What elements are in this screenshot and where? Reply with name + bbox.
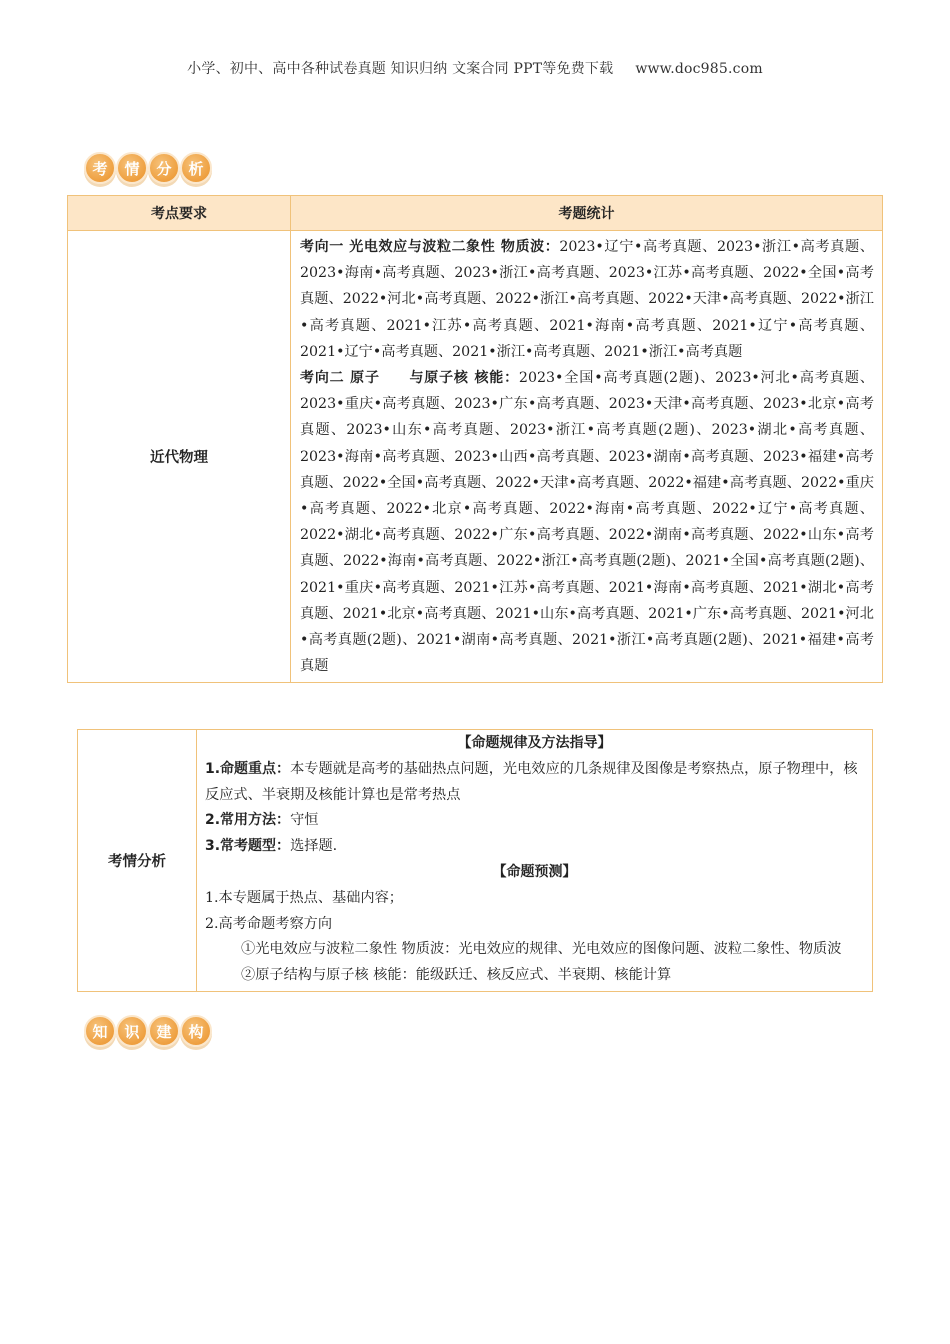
prediction-1: 1.本专题属于热点、基础内容； bbox=[205, 889, 403, 906]
direction-1-content: 2023•辽宁•高考真题、2023•浙江•高考真题、2023•海南•高考真题、2023•浙江•高考真题、2023•江苏•高考真题、2022•全国•高考真题、2022•河北•高考真题、2022•浙江•高考真题、2022•天津•高考真题、2022•浙江•高考真题、2021•江苏•高考真题、2021•海南•高考真题、2021•辽宁•高考真题、2021•辽宁•高考真题、2021•浙江•高考真题、2021•浙江•高考真题 bbox=[300, 239, 874, 360]
row-label-modern-physics: 近代物理 bbox=[68, 231, 291, 683]
item-method-label: 2.常用方法： bbox=[205, 812, 291, 829]
header-url[interactable]: www.doc985.com bbox=[635, 61, 763, 77]
item-type bbox=[205, 834, 864, 860]
page-header bbox=[0, 58, 950, 78]
item-method bbox=[205, 808, 864, 834]
row-label-analysis: 考情分析 bbox=[78, 730, 197, 992]
badge-char: 情 bbox=[116, 152, 148, 184]
badge-char: 知 bbox=[84, 1015, 116, 1047]
badge-char: 析 bbox=[180, 152, 212, 184]
analysis-table bbox=[77, 729, 873, 992]
section-badge-analysis bbox=[84, 152, 212, 188]
direction-2-title: 考向二 原子 与原子核 核能： bbox=[300, 370, 519, 387]
analysis-cell bbox=[197, 730, 873, 992]
prediction-2: 2.高考命题考察方向 bbox=[205, 915, 333, 932]
col-header-requirement: 考点要求 bbox=[68, 196, 291, 231]
exam-stats-table bbox=[67, 195, 883, 683]
item-focus bbox=[205, 757, 864, 809]
item-method-text: 守恒 bbox=[290, 812, 319, 829]
badge-char: 分 bbox=[148, 152, 180, 184]
direction-1 bbox=[300, 234, 874, 365]
item-focus-text: 本专题就是高考的基础热点问题，光电效应的几条规律及图像是考察热点，原子物理中，核反应式、半衰期及核能计算也是常考热点 bbox=[205, 760, 858, 803]
item-type-text: 选择题. bbox=[290, 838, 338, 855]
statistics-cell bbox=[291, 231, 883, 683]
prediction-2a: ①光电效应与波粒二象性 物质波：光电效应的规律、光电效应的图像问题、波粒二象性、物质波 bbox=[241, 941, 842, 958]
section-title-guidance: 【命题规律及方法指导】 bbox=[457, 735, 612, 751]
col-header-statistics: 考题统计 bbox=[291, 196, 883, 231]
item-type-label: 3.常考题型： bbox=[205, 838, 291, 855]
badge-char: 建 bbox=[148, 1015, 180, 1047]
section-title-prediction: 【命题预测】 bbox=[492, 863, 577, 880]
direction-1-title: 考向一 光电效应与波粒二象性 物质波： bbox=[300, 239, 560, 255]
badge-char: 考 bbox=[84, 152, 116, 184]
section-badge-knowledge bbox=[84, 1015, 212, 1051]
badge-char: 识 bbox=[116, 1015, 148, 1047]
item-focus-label: 1.命题重点： bbox=[205, 760, 291, 777]
prediction-2b: ②原子结构与原子核 核能：能级跃迁、核反应式、半衰期、核能计算 bbox=[241, 967, 672, 984]
direction-2 bbox=[300, 365, 874, 679]
header-text: 小学、初中、高中各种试卷真题 知识归纳 文案合同 PPT等免费下载 bbox=[187, 61, 614, 77]
direction-2-content: 2023•全国•高考真题(2题)、2023•河北•高考真题、2023•重庆•高考真题、2023•广东•高考真题、2023•天津•高考真题、2023•北京•高考真题、2023•山东•高考真题、2023•浙江•高考真题(2题)、2023•湖北•高考真题、2023•海南•高考真题、2023•山西•高考真题、2023•湖南•高考真题、2023•福建•高考真题、2022•全国•高考真题、2022•天津•高考真题、2022•福建•高考真题、2022•重庆•高考真题、2022•北京•高考真题、2022•海南•高考真题、2022•辽宁•高考真题、2022•湖北•高考真题、2022•广东•高考真题、2022•湖南•高考真题、2022•山东•高考真题、2022•海南•高考真题、2022•浙江•高考真题(2题)、2021•全国•高考真题(2题)、2021•重庆•高考真题、2021•江苏•高考真题、2021•海南•高考真题、2021•湖北•高考真题、2021•北京•高考真题、2021•山东•高考真题、2021•广东•高考真题、2021•河北•高考真题(2题)、2021•湖南•高考真题、2021•浙江•高考真题(2题)、2021•福建•高考真题 bbox=[300, 370, 874, 675]
badge-char: 构 bbox=[180, 1015, 212, 1047]
